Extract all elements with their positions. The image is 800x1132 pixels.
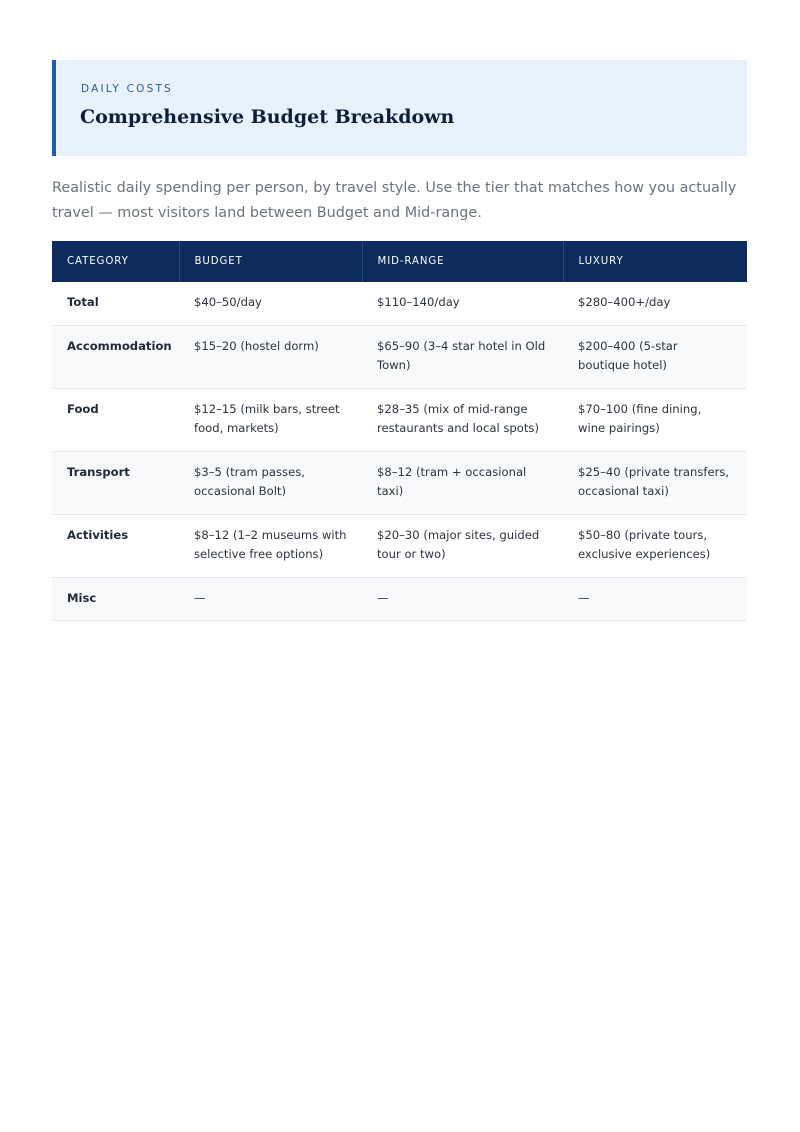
section-eyebrow: DAILY COSTS <box>81 83 173 95</box>
intro-paragraph: Realistic daily spending per person, by travel style. Use the tier that matches how you actually travel — most visitors land between Budget and Mid-range. <box>52 180 737 221</box>
luxury-cell: $280–400+/day <box>563 282 747 325</box>
column-header-mid-range: MID-RANGE <box>362 241 563 282</box>
column-header-category: CATEGORY <box>52 241 179 282</box>
row-category: Activities <box>52 514 179 577</box>
table-body <box>52 282 747 621</box>
budget-cell: — <box>179 577 362 621</box>
column-header-budget: BUDGET <box>179 241 362 282</box>
row-category: Accommodation <box>52 325 179 388</box>
table-row <box>52 325 747 388</box>
mid-range-cell: $20–30 (major sites, guided tour or two) <box>362 514 563 577</box>
mid-range-cell: $65–90 (3–4 star hotel in Old Town) <box>362 325 563 388</box>
mid-range-cell: — <box>362 577 563 621</box>
table-row <box>52 388 747 451</box>
table-row <box>52 451 747 514</box>
table-row <box>52 577 747 621</box>
section-header <box>52 60 747 156</box>
row-category: Transport <box>52 451 179 514</box>
budget-table <box>52 241 747 621</box>
table-header-row <box>52 241 747 282</box>
column-header-luxury: LUXURY <box>563 241 747 282</box>
budget-cell: $40–50/day <box>179 282 362 325</box>
table-header <box>52 241 747 282</box>
row-category: Misc <box>52 577 179 621</box>
luxury-cell: $50–80 (private tours, exclusive experiences) <box>563 514 747 577</box>
budget-cell: $8–12 (1–2 museums with selective free options) <box>179 514 362 577</box>
mid-range-cell: $28–35 (mix of mid-range restaurants and local spots) <box>362 388 563 451</box>
table-row <box>52 514 747 577</box>
mid-range-cell: $8–12 (tram + occasional taxi) <box>362 451 563 514</box>
luxury-cell: $25–40 (private transfers, occasional taxi) <box>563 451 747 514</box>
row-category: Food <box>52 388 179 451</box>
budget-cell: $3–5 (tram passes, occasional Bolt) <box>179 451 362 514</box>
budget-cell: $15–20 (hostel dorm) <box>179 325 362 388</box>
luxury-cell: $200–400 (5-star boutique hotel) <box>563 325 747 388</box>
luxury-cell: — <box>563 577 747 621</box>
luxury-cell: $70–100 (fine dining, wine pairings) <box>563 388 747 451</box>
page-title: Comprehensive Budget Breakdown <box>80 106 455 128</box>
mid-range-cell: $110–140/day <box>362 282 563 325</box>
row-category: Total <box>52 282 179 325</box>
table-row <box>52 282 747 325</box>
budget-cell: $12–15 (milk bars, street food, markets) <box>179 388 362 451</box>
